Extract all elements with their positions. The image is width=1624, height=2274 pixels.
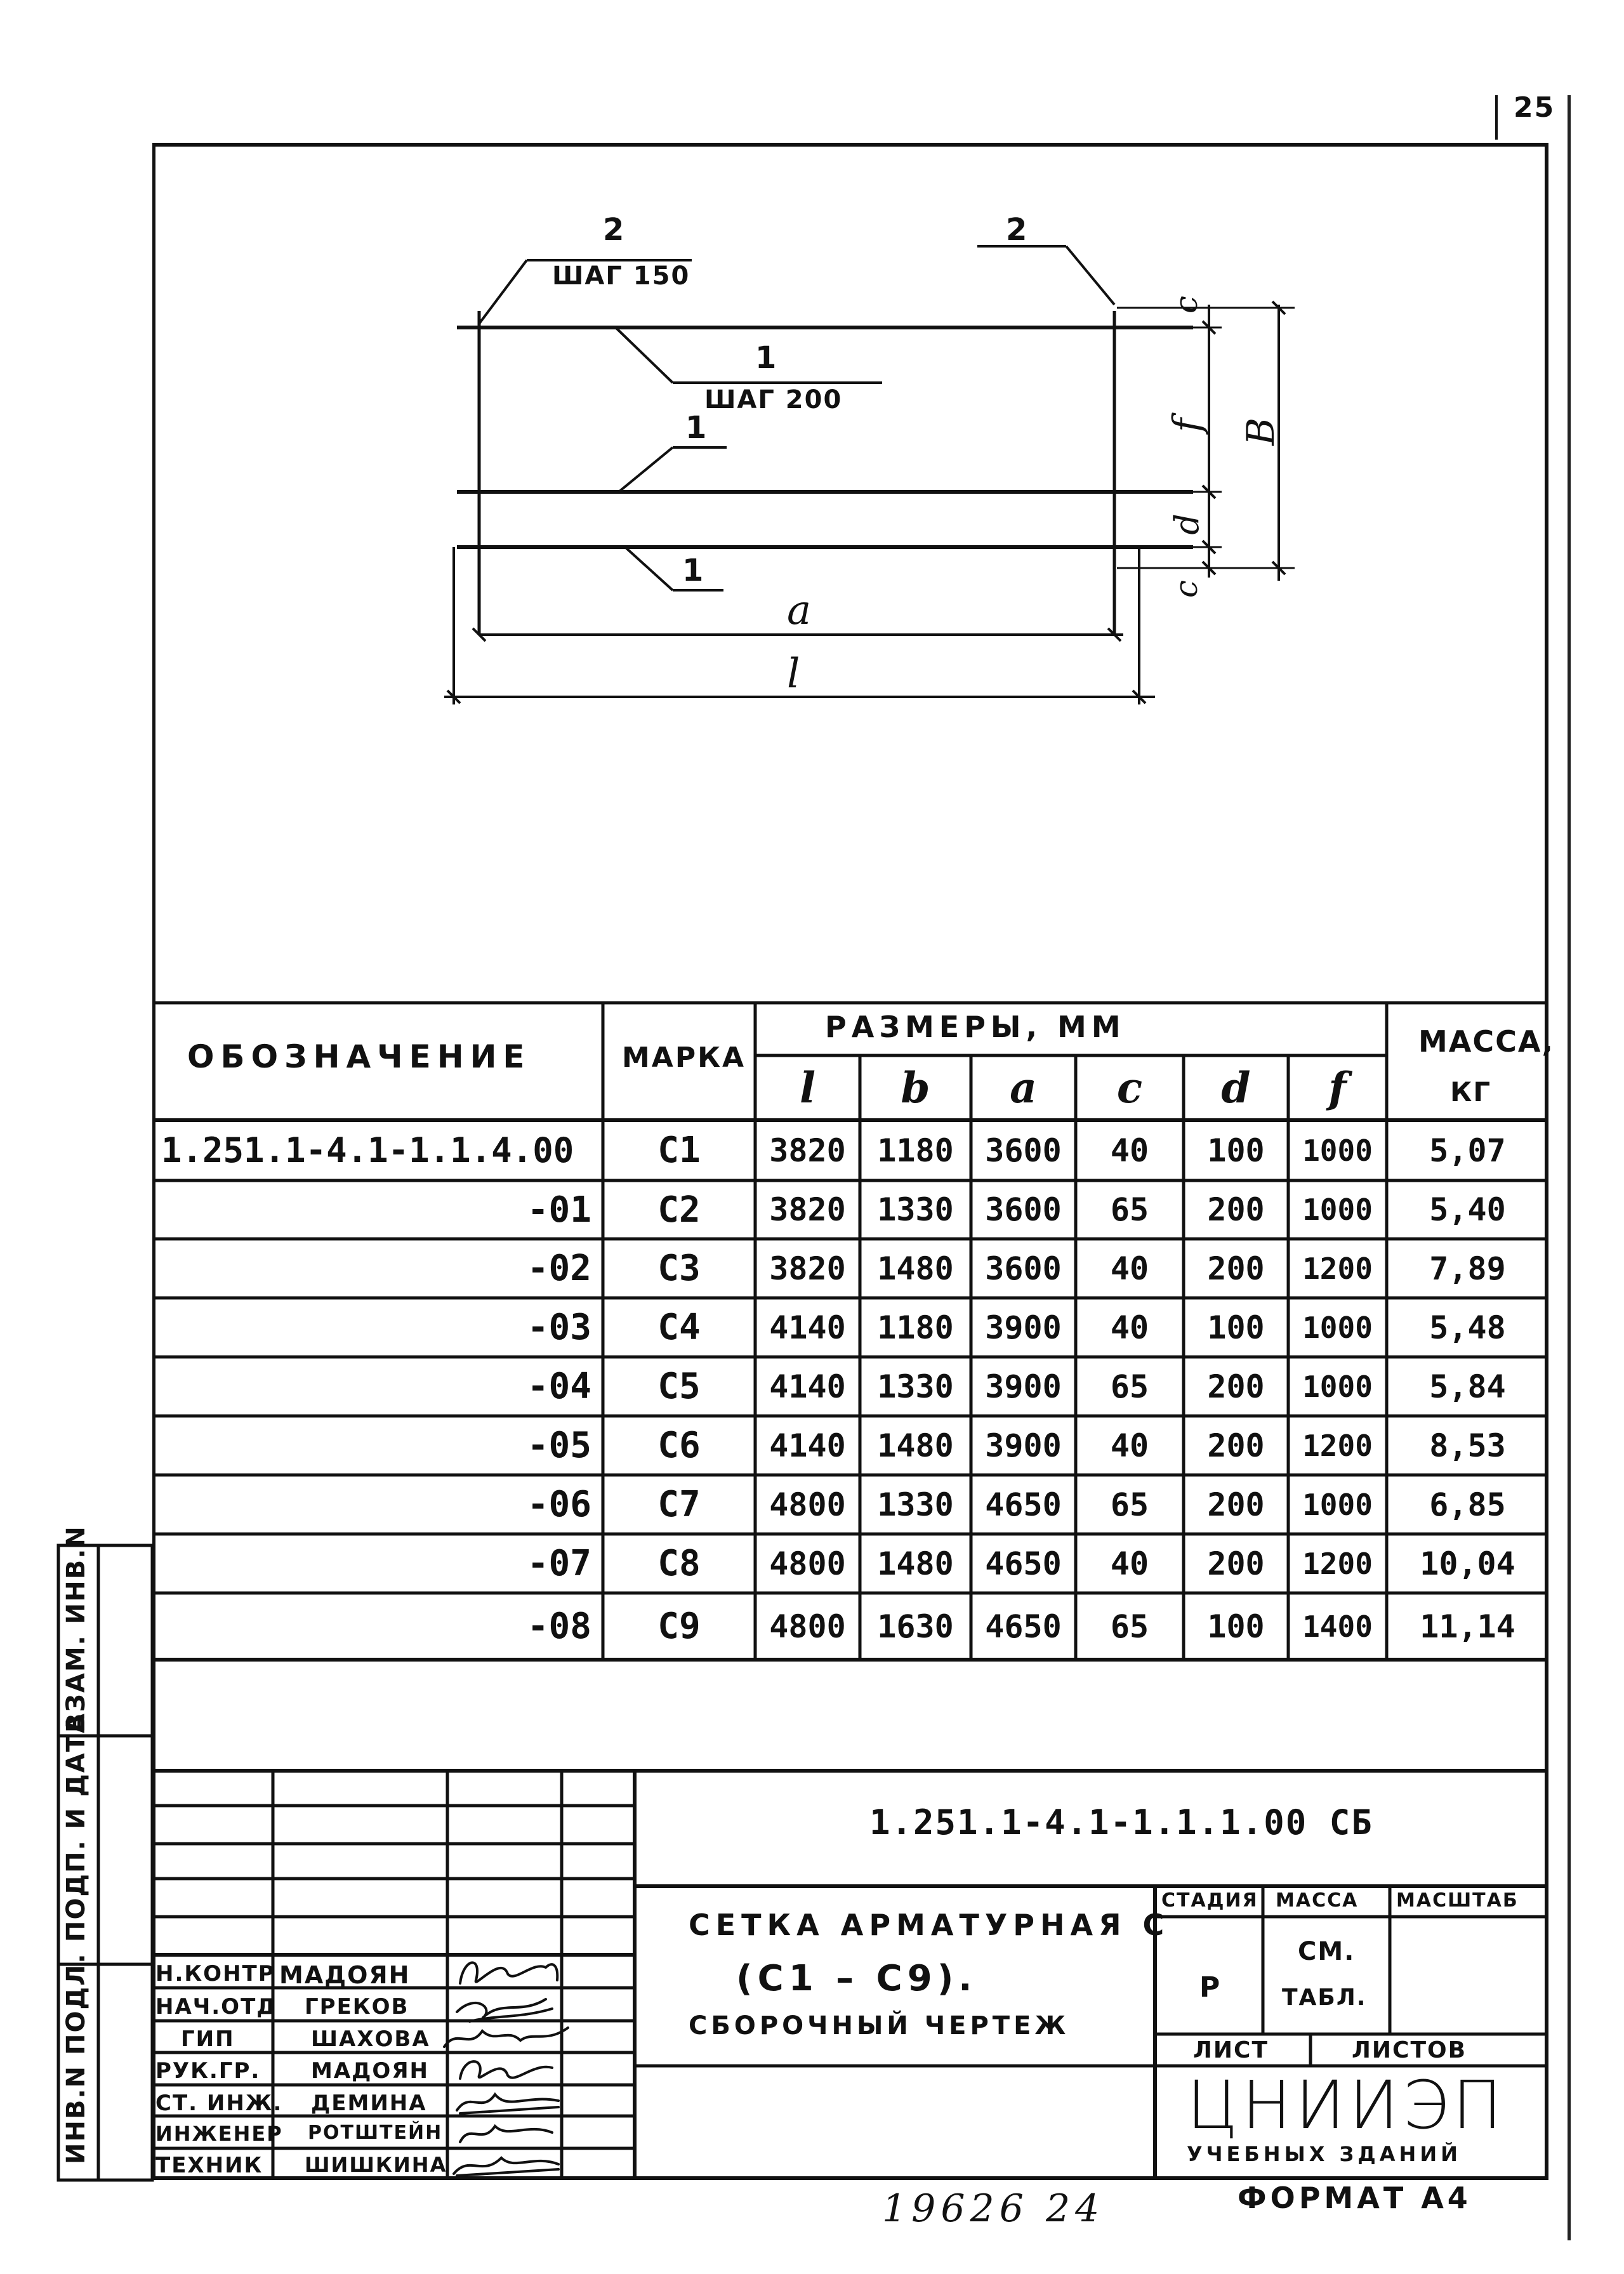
table-cell-f: 1200: [1302, 1251, 1373, 1286]
dim-label-d: d: [1168, 513, 1207, 535]
col-header-c: c: [1116, 1063, 1143, 1113]
side-stamp-sign-date: ПОДП. И ДАТА: [62, 1712, 91, 1942]
table-cell-d: 200: [1207, 1427, 1265, 1464]
page-number: 25: [1514, 91, 1555, 124]
table-cell-c: 65: [1110, 1368, 1149, 1405]
signature-name: РОТШТЕЙН: [308, 2122, 443, 2144]
signature-role: ГИП: [181, 2026, 235, 2052]
table-cell-mass: 6,85: [1429, 1486, 1506, 1523]
table-row-designation: -05: [527, 1425, 591, 1466]
dim-label-f: f: [1165, 418, 1210, 433]
table-cell-c: 40: [1110, 1309, 1149, 1346]
title-block-mass-value-1: СМ.: [1298, 1937, 1356, 1966]
table-row-designation: 1.251.1-4.1-1.1.4.00: [161, 1130, 574, 1170]
table-cell-b: 1630: [877, 1608, 954, 1645]
table-cell-a: 3900: [985, 1427, 1062, 1464]
table-cell-d: 200: [1207, 1191, 1265, 1228]
signature-name: МАДОЯН: [279, 1961, 411, 1989]
table-cell-l: 3820: [769, 1191, 846, 1228]
table-cell-f: 1000: [1302, 1133, 1373, 1168]
col-header-d: d: [1221, 1063, 1251, 1113]
table-cell-mass: 5,84: [1429, 1368, 1506, 1405]
leader-label-1-top: 1: [755, 340, 778, 376]
table-cell-l: 4800: [769, 1608, 846, 1645]
title-block-mass-value-2: ТАБЛ.: [1282, 1985, 1367, 2011]
title-block-title-line1: СЕТКА АРМАТУРНАЯ С: [689, 1908, 1170, 1942]
table-cell-mass: 5,48: [1429, 1309, 1506, 1346]
title-block-sheet-label: ЛИСТ: [1193, 2037, 1269, 2063]
signature-scribble: [454, 2158, 558, 2176]
signature-role: Н.КОНТР: [155, 1961, 275, 1986]
title-block-stage-value: Р: [1199, 1971, 1222, 2004]
signature-role: РУК.ГР.: [155, 2058, 261, 2084]
table-cell-b: 1180: [877, 1309, 954, 1346]
table-cell-l: 3820: [769, 1132, 846, 1169]
dim-label-c-bot: c: [1168, 579, 1205, 598]
signature-scribble: [460, 1962, 557, 1983]
dim-label-a: a: [787, 587, 812, 634]
table-cell-a: 3600: [985, 1132, 1062, 1169]
table-cell-l: 4140: [769, 1309, 846, 1346]
footer-format: ФОРМАТ А4: [1238, 2181, 1472, 2215]
table-cell-a: 3600: [985, 1191, 1062, 1228]
col-header-f: f: [1328, 1063, 1347, 1113]
table-row-designation: -06: [527, 1484, 591, 1525]
table-cell-d: 100: [1207, 1309, 1265, 1346]
table-cell-f: 1200: [1302, 1428, 1373, 1463]
leader-label-1-bot: 1: [682, 553, 705, 588]
signature-scribble: [457, 1999, 552, 2021]
table-cell-l: 4140: [769, 1427, 846, 1464]
title-block-sheets-label: ЛИСТОВ: [1352, 2037, 1467, 2063]
table-cell-d: 200: [1207, 1250, 1265, 1287]
table-row-mark: С5: [657, 1366, 701, 1407]
table-cell-a: 3900: [985, 1368, 1062, 1405]
table-cell-b: 1480: [877, 1250, 954, 1287]
signature-scribble: [444, 2028, 568, 2047]
table-cell-b: 1180: [877, 1132, 954, 1169]
title-block-title-line2: (С1 – С9).: [736, 1958, 977, 1999]
signature-name: ГРЕКОВ: [305, 1994, 409, 2019]
side-stamp-original-inv: ИНВ.N ПОДЛ.: [62, 1952, 91, 2164]
title-block-doc-code: 1.251.1-4.1-1.1.1.00 СБ: [869, 1802, 1373, 1842]
table-row-mark: С3: [657, 1248, 701, 1289]
table-row-mark: С2: [657, 1189, 701, 1231]
signature-role: СТ. ИНЖ.: [155, 2091, 283, 2116]
table-cell-b: 1480: [877, 1427, 954, 1464]
signature-name: ШИШКИНА: [305, 2153, 447, 2177]
table-row-designation: -07: [527, 1543, 591, 1584]
leader-label-2-left: 2: [603, 212, 626, 248]
table-cell-mass: 8,53: [1429, 1427, 1506, 1464]
table-header-sizes: РАЗМЕРЫ, ММ: [825, 1010, 1126, 1044]
title-block-mass-header: МАССА: [1276, 1889, 1359, 1912]
side-stamp-replace-inv: ВЗАМ. ИНВ.N: [62, 1525, 91, 1733]
table-cell-l: 3820: [769, 1250, 846, 1287]
table-cell-d: 100: [1207, 1608, 1265, 1645]
table-cell-mass: 10,04: [1420, 1545, 1515, 1582]
table-row-mark: С4: [657, 1307, 701, 1348]
signature-role: ТЕХНИК: [155, 2153, 263, 2178]
signature-role: ИНЖЕНЕР: [155, 2122, 283, 2146]
table-cell-mass: 11,14: [1420, 1608, 1515, 1645]
col-header-a: a: [1010, 1063, 1037, 1113]
table-row-mark: С1: [657, 1130, 701, 1171]
signature-scribbles: [0, 0, 635, 2190]
table-cell-mass: 5,40: [1429, 1191, 1506, 1228]
table-row-designation: -01: [527, 1189, 591, 1231]
table-cell-c: 65: [1110, 1191, 1149, 1228]
dim-label-c-top: c: [1168, 295, 1205, 314]
table-cell-d: 200: [1207, 1545, 1265, 1582]
table-row-designation: -08: [527, 1606, 591, 1647]
signature-name: ДЕМИНА: [311, 2091, 427, 2116]
table-cell-d: 200: [1207, 1368, 1265, 1405]
dim-label-b: B: [1239, 417, 1284, 446]
table-cell-f: 1000: [1302, 1193, 1373, 1227]
table-cell-d: 200: [1207, 1486, 1265, 1523]
leader-label-2-right: 2: [1006, 212, 1029, 248]
title-block-org-name: ЦНИИЭП: [1187, 2066, 1506, 2144]
table-cell-l: 4140: [769, 1368, 846, 1405]
table-cell-f: 1200: [1302, 1546, 1373, 1581]
table-row-designation: -04: [527, 1366, 591, 1407]
table-cell-l: 4800: [769, 1545, 846, 1582]
table-row-mark: С8: [657, 1543, 701, 1584]
table-row-mark: С7: [657, 1484, 701, 1525]
signature-name: МАДОЯН: [311, 2058, 429, 2084]
table-cell-c: 40: [1110, 1545, 1149, 1582]
title-block-stage-header: СТАДИЯ: [1161, 1889, 1258, 1912]
table-cell-a: 3900: [985, 1309, 1062, 1346]
table-cell-b: 1330: [877, 1191, 954, 1228]
table-cell-mass: 5,07: [1429, 1132, 1506, 1169]
leader-label-1-mid: 1: [685, 410, 708, 446]
signature-scribble: [457, 2094, 558, 2113]
col-header-b: b: [901, 1063, 930, 1113]
signature-scribble: [460, 2061, 552, 2079]
signature-scribble: [460, 2126, 552, 2142]
title-block-org-sub: УЧЕБНЫХ ЗДАНИЙ: [1187, 2142, 1462, 2166]
footer-archive-number: 19626 24: [882, 2186, 1105, 2231]
table-cell-c: 40: [1110, 1132, 1149, 1169]
table-cell-mass: 7,89: [1429, 1250, 1506, 1287]
signature-name: ШАХОВА: [311, 2026, 430, 2052]
table-cell-a: 3600: [985, 1250, 1062, 1287]
table-header-mark: МАРКА: [622, 1041, 746, 1074]
title-block-title-line3: СБОРОЧНЫЙ ЧЕРТЕЖ: [689, 2011, 1070, 2040]
table-cell-a: 4650: [985, 1608, 1062, 1645]
table-cell-l: 4800: [769, 1486, 846, 1523]
table-row-designation: -03: [527, 1307, 591, 1348]
table-row-mark: С6: [657, 1425, 701, 1466]
table-cell-b: 1330: [877, 1368, 954, 1405]
table-row-designation: -02: [527, 1248, 591, 1289]
leader-label-step-200: ШАГ 200: [704, 385, 843, 414]
table-cell-b: 1330: [877, 1486, 954, 1523]
table-cell-a: 4650: [985, 1545, 1062, 1582]
table-header-mass-unit: КГ: [1450, 1076, 1492, 1107]
table-header-mass: МАССА,: [1418, 1024, 1554, 1059]
signature-role: НАЧ.ОТД: [155, 1994, 277, 2019]
table-cell-c: 40: [1110, 1250, 1149, 1287]
table-cell-f: 1000: [1302, 1310, 1373, 1345]
table-cell-d: 100: [1207, 1132, 1265, 1169]
table-cell-b: 1480: [877, 1545, 954, 1582]
col-header-l: l: [799, 1063, 816, 1113]
table-cell-f: 1000: [1302, 1369, 1373, 1404]
title-block-scale-header: МАСШТАБ: [1396, 1889, 1519, 1912]
table-cell-f: 1000: [1302, 1487, 1373, 1522]
table-cell-f: 1400: [1302, 1609, 1373, 1644]
dim-label-l: l: [787, 651, 800, 697]
leader-label-step-150: ШАГ 150: [552, 261, 690, 291]
table-row-mark: С9: [657, 1606, 701, 1647]
table-cell-c: 40: [1110, 1427, 1149, 1464]
table-cell-c: 65: [1110, 1486, 1149, 1523]
table-cell-a: 4650: [985, 1486, 1062, 1523]
table-header-designation: ОБОЗНАЧЕНИЕ: [187, 1038, 531, 1075]
table-cell-c: 65: [1110, 1608, 1149, 1645]
